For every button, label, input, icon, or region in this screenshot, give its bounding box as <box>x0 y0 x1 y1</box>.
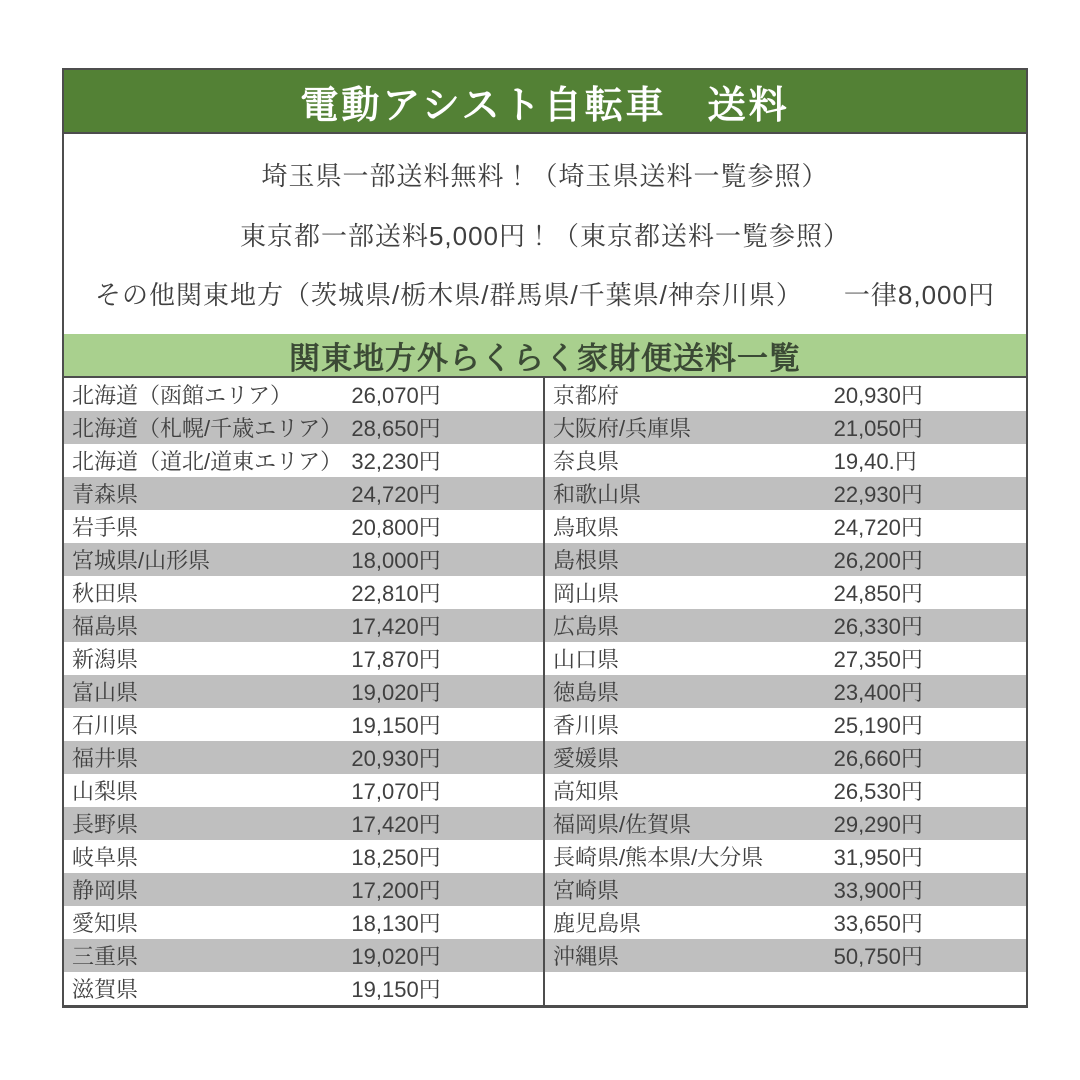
region-cell: 新潟県 <box>72 647 139 672</box>
table-row <box>64 444 543 477</box>
region-cell: 長崎県/熊本県/大分県 <box>553 845 764 870</box>
table-row <box>545 807 1026 840</box>
notice-saitama: 埼玉県一部送料無料！（埼玉県送料一覧参照） <box>261 161 829 192</box>
table-row <box>64 477 543 510</box>
region-cell: 香川県 <box>553 713 620 738</box>
price-cell: 50,750円 <box>833 944 923 969</box>
price-cell: 24,720円 <box>351 482 441 507</box>
table-title: 関東地方外らくらく家財便送料一覧 <box>289 340 801 376</box>
table-row <box>545 609 1026 642</box>
table-row <box>545 543 1026 576</box>
table-row <box>545 510 1026 543</box>
table-row <box>64 378 543 411</box>
notice-section <box>64 134 1026 334</box>
price-cell: 32,230円 <box>351 449 441 474</box>
region-cell: 愛知県 <box>72 911 139 936</box>
price-cell: 29,290円 <box>833 812 923 837</box>
price-cell: 24,720円 <box>833 515 923 540</box>
region-cell: 山口県 <box>553 647 620 672</box>
price-cell: 24,850円 <box>833 581 923 606</box>
price-cell: 19,020円 <box>351 680 441 705</box>
region-cell: 島根県 <box>553 548 620 573</box>
price-cell: 26,330円 <box>833 614 923 639</box>
price-cell: 23,400円 <box>833 680 923 705</box>
fee-table-right-column <box>545 378 1026 1005</box>
region-cell: 沖縄県 <box>553 944 620 969</box>
notice-tokyo: 東京都一部送料5,000円！（東京都送料一覧参照） <box>239 220 851 251</box>
region-cell: 岩手県 <box>72 515 139 540</box>
table-row <box>545 378 1026 411</box>
region-cell: 京都府 <box>553 383 620 408</box>
price-cell: 22,930円 <box>833 482 923 507</box>
table-row <box>64 543 543 576</box>
price-cell: 31,950円 <box>833 845 923 870</box>
region-cell: 岡山県 <box>553 581 620 606</box>
price-cell: 33,650円 <box>833 911 923 936</box>
table-row <box>64 774 543 807</box>
price-cell: 17,420円 <box>351 812 441 837</box>
region-cell: 大阪府/兵庫県 <box>553 416 692 441</box>
table-row <box>545 477 1026 510</box>
region-cell: 福島県 <box>72 614 139 639</box>
price-cell: 26,200円 <box>833 548 923 573</box>
table-row <box>64 807 543 840</box>
table-header <box>64 334 1026 378</box>
region-cell: 広島県 <box>553 614 620 639</box>
table-row <box>545 873 1026 906</box>
table-row <box>545 972 1026 1005</box>
region-cell: 和歌山県 <box>553 482 642 507</box>
price-cell: 17,870円 <box>351 647 441 672</box>
price-cell: 18,000円 <box>351 548 441 573</box>
price-cell: 33,900円 <box>833 878 923 903</box>
table-row <box>64 873 543 906</box>
region-cell: 青森県 <box>72 482 139 507</box>
price-cell: 26,530円 <box>833 779 923 804</box>
table-row <box>545 741 1026 774</box>
region-cell: 高知県 <box>553 779 620 804</box>
region-cell: 福井県 <box>72 746 139 771</box>
price-cell: 18,250円 <box>351 845 441 870</box>
region-cell: 鳥取県 <box>553 515 620 540</box>
table-row <box>64 708 543 741</box>
price-cell: 21,050円 <box>833 416 923 441</box>
table-row <box>64 510 543 543</box>
region-cell: 宮崎県 <box>553 878 620 903</box>
table-row <box>64 939 543 972</box>
table-row <box>545 444 1026 477</box>
notice-other-kanto: その他関東地方（茨城県/栃木県/群馬県/千葉県/神奈川県） 一律8,000円 <box>95 279 995 310</box>
fee-table <box>64 378 1026 1005</box>
region-cell: 徳島県 <box>553 680 620 705</box>
region-cell: 滋賀県 <box>72 977 139 1002</box>
region-cell: 石川県 <box>72 713 139 738</box>
table-row <box>545 675 1026 708</box>
table-row <box>64 840 543 873</box>
region-cell: 鹿児島県 <box>553 911 642 936</box>
price-cell: 20,800円 <box>351 515 441 540</box>
region-cell: 北海道（道北/道東エリア） <box>72 449 343 474</box>
table-row <box>64 642 543 675</box>
region-cell: 静岡県 <box>72 878 139 903</box>
price-cell: 25,190円 <box>833 713 923 738</box>
price-cell: 17,200円 <box>351 878 441 903</box>
region-cell: 富山県 <box>72 680 139 705</box>
price-cell: 19,150円 <box>351 713 441 738</box>
table-row <box>545 411 1026 444</box>
region-cell: 愛媛県 <box>553 746 620 771</box>
price-cell: 17,070円 <box>351 779 441 804</box>
price-cell: 28,650円 <box>351 416 441 441</box>
table-row <box>545 774 1026 807</box>
price-cell: 19,40.円 <box>833 449 917 474</box>
table-row <box>545 840 1026 873</box>
table-row <box>64 972 543 1005</box>
table-row <box>64 609 543 642</box>
fee-table-left-column <box>64 378 545 1005</box>
table-row <box>64 741 543 774</box>
price-cell: 18,130円 <box>351 911 441 936</box>
price-cell: 17,420円 <box>351 614 441 639</box>
table-row <box>545 708 1026 741</box>
region-cell: 福岡県/佐賀県 <box>553 812 692 837</box>
table-row <box>64 675 543 708</box>
table-row <box>545 576 1026 609</box>
price-cell: 26,660円 <box>833 746 923 771</box>
region-cell: 秋田県 <box>72 581 139 606</box>
price-cell: 26,070円 <box>351 383 441 408</box>
price-cell: 19,020円 <box>351 944 441 969</box>
region-cell: 山梨県 <box>72 779 139 804</box>
page-title: 電動アシスト自転車 送料 <box>300 84 790 127</box>
region-cell: 宮城県/山形県 <box>72 548 211 573</box>
region-cell: 三重県 <box>72 944 139 969</box>
price-cell: 20,930円 <box>351 746 441 771</box>
price-cell: 19,150円 <box>351 977 441 1002</box>
region-cell: 奈良県 <box>553 449 620 474</box>
table-row <box>64 411 543 444</box>
table-row <box>64 906 543 939</box>
price-cell: 20,930円 <box>833 383 923 408</box>
main-header <box>64 70 1026 134</box>
region-cell: 岐阜県 <box>72 845 139 870</box>
region-cell: 長野県 <box>72 812 139 837</box>
price-cell: 22,810円 <box>351 581 441 606</box>
region-cell: 北海道（函館エリア） <box>72 383 293 408</box>
price-cell: 27,350円 <box>833 647 923 672</box>
region-cell: 北海道（札幌/千歳エリア） <box>72 416 343 441</box>
content-block <box>62 68 1028 1008</box>
table-row <box>545 939 1026 972</box>
table-row <box>545 906 1026 939</box>
table-row <box>545 642 1026 675</box>
table-row <box>64 576 543 609</box>
